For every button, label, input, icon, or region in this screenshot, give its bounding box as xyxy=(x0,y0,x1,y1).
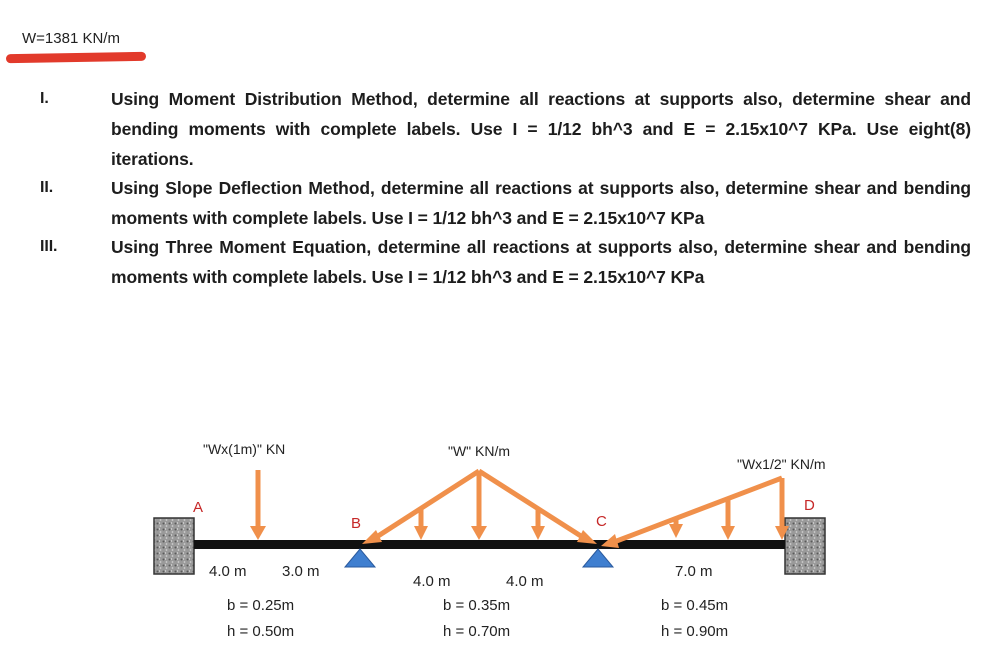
dim-cd: 7.0 m xyxy=(675,563,713,580)
pin-support-c xyxy=(583,549,613,567)
header-load: W=1381 KN/m xyxy=(22,30,120,47)
triangular-load xyxy=(362,471,597,544)
pin-support-b xyxy=(345,549,375,567)
support-label-a: A xyxy=(193,499,204,516)
point-load-arrow xyxy=(250,470,266,540)
section-bc-b: b = 0.35m xyxy=(443,597,511,614)
section-ab-h: h = 0.50m xyxy=(227,623,295,640)
problem-2-text: Using Slope Deflection Method, determine all reactions at supports also, determine shear and bending moments with complete labels. Use I = 1/12 bh^3 and E = 2.15x10^7 KPa xyxy=(111,178,971,228)
section-cd-h: h = 0.90m xyxy=(661,623,729,640)
problem-1-numeral: I. xyxy=(40,90,49,107)
end-load-label: "Wx1/2" KN/m xyxy=(737,456,826,472)
section-bc-h: h = 0.70m xyxy=(443,623,511,640)
beam xyxy=(194,540,785,549)
problem-1-text: Using Moment Distribution Method, determine all reactions at supports also, determine shear and bending moments with complete labels. Use I = 1/12 bh^3 and E = 2.15x10^7 KPa. Use eight(8) iterations. xyxy=(111,89,971,169)
problem-3-numeral: III. xyxy=(40,238,58,255)
dim-ab-left: 4.0 m xyxy=(209,563,247,580)
support-label-b: B xyxy=(351,515,362,532)
end-triangular-load xyxy=(601,478,789,548)
dim-ab-right: 3.0 m xyxy=(282,563,320,580)
support-label-d: D xyxy=(804,497,815,514)
point-load-label: "Wx(1m)" KN xyxy=(203,441,286,457)
fixed-support-left xyxy=(154,518,194,574)
dim-bc-left: 4.0 m xyxy=(413,573,451,590)
triangular-load-label: "W" KN/m xyxy=(448,443,511,459)
dim-bc-right: 4.0 m xyxy=(506,573,544,590)
section-ab-b: b = 0.25m xyxy=(227,597,295,614)
problem-2-numeral: II. xyxy=(40,179,54,196)
support-label-c: C xyxy=(596,513,607,530)
problem-3-text: Using Three Moment Equation, determine all reactions at supports also, determine shear and bending moments with complete labels. Use I = 1/12 bh^3 and E = 2.15x10^7 KPa xyxy=(111,237,971,287)
section-cd-b: b = 0.45m xyxy=(661,597,729,614)
fixed-support-right xyxy=(785,518,825,574)
